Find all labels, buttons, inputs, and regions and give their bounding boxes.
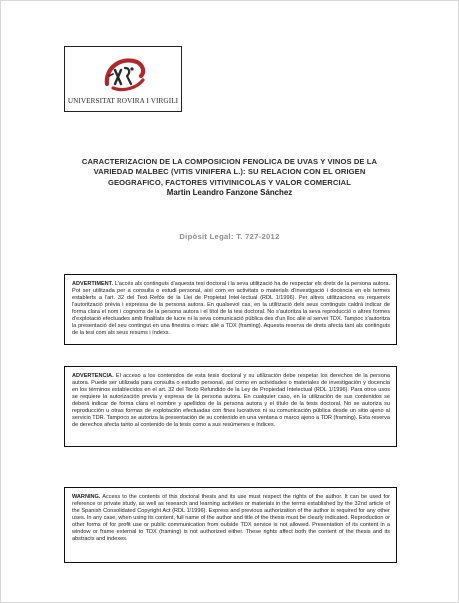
notice-body: El acceso a los contenidos de esta tesis doctoral y su utilización debe respetar los derechos de la persona autora. Puede ser utilizada para consulta o estudio personal, así como en actividades o materiales de investigación y docencia en los términos establecidos en el art. 32 del Texto Refundido de la Ley de Propiedad Intelectual (RDL 1/1996). Para otros usos se requiere la autorización previa y expresa de la persona autora. En cualquier caso, en la utilización de sus contenidos se deberá indicar de forma clara el nombre y apellidos de la persona autora y el título de la tesis doctoral. No se autoriza su reproducción u otras formas de explotación efectuadas con fines lucrativos ni su comunicación pública desde un sitio ajeno al servicio TDR. Tampoco se autoriza la presentación de su contenido en una ventana o marco ajeno a TDR (framing). Esta reserva de derechos afecta tanto al contenido de la tesis como a sus resúmenes e índices. <box>72 373 390 429</box>
university-logo <box>64 46 182 112</box>
notice-lead: ADVERTIMENT. <box>72 281 113 287</box>
title-line: GEOGRAFICO, FACTORES VITIVINICOLAS Y VALOR COMERCIAL <box>107 177 351 187</box>
notice-spanish <box>64 366 397 447</box>
title-line: CARACTERIZACION DE LA COMPOSICION FENOLICA DE UVAS Y VINOS DE LA <box>81 157 378 166</box>
notice-lead: WARNING. <box>72 494 101 500</box>
legal-deposit: Dipòsit Legal: T. 727-2012 <box>179 232 280 241</box>
thesis-title <box>63 157 396 199</box>
notice-body: Access to the contents of this doctoral thesis and its use must respect the rights of the author. It can be used for reference or private study, as well as research and learning activities or materials in the terms established by the 32nd article of the Spanish Consolidated Copyright Act (RDL 1/1996). Express and previous authorization of the author is required for any other uses. In any case, when using its content, full name of the author and title of the thesis must be clearly indicated. Reproduction or other forms of for profit use or public communication from outside TDX service is not allowed. Presentation of its content in a window or frame external to TDX (framing) is not authorized either. These rights affect both the content of the thesis and its abstracts and indexes. <box>72 494 390 543</box>
notice-body: L'accés als continguts d'aquesta tesi doctoral i la seva utilització ha de respectar els drets de la persona autora. Pot ser utilitzada per a consulta o estudi personal, així com en activitats o materials d'investigació i docència en els termes establerts a l'art. 32 del Text Refós de la Llei de Propietat Intel·lectual (RDL 1/1996). Per altres utilitzacions es requereix l'autorització prèvia i expressa de la persona autora. En qualsevol cas, en la utilització dels seus continguts caldrà indicar de forma clara el nom i cognoms de la persona autora i el títol de la tesi doctoral. No s'autoritza la seva reproducció o altres formes d'explotació efectuades amb finalitats de lucre ni la seva comunicació pública des d'un lloc aliè al servei TDX. Tampoc s'autoritza la presentació del seu contingut en una finestra o marc aliè a TDX (framing). Aquesta reserva de drets afecta tant als continguts de la tesi com als seus resums i índexs. <box>72 281 390 337</box>
university-name: UNIVERSITAT ROVIRA I VIRGILI <box>67 97 179 105</box>
title-line: VARIEDAD MALBEC (VITIS VINIFERA L.): SU RELACION CON EL ORIGEN <box>93 167 366 177</box>
author-name: Martin Leandro Fanzone Sánchez <box>166 188 293 198</box>
urv-emblem-icon <box>99 54 147 94</box>
notice-lead: ADVERTENCIA. <box>72 373 114 379</box>
notice-catalan <box>64 274 397 345</box>
notice-english <box>64 487 397 563</box>
